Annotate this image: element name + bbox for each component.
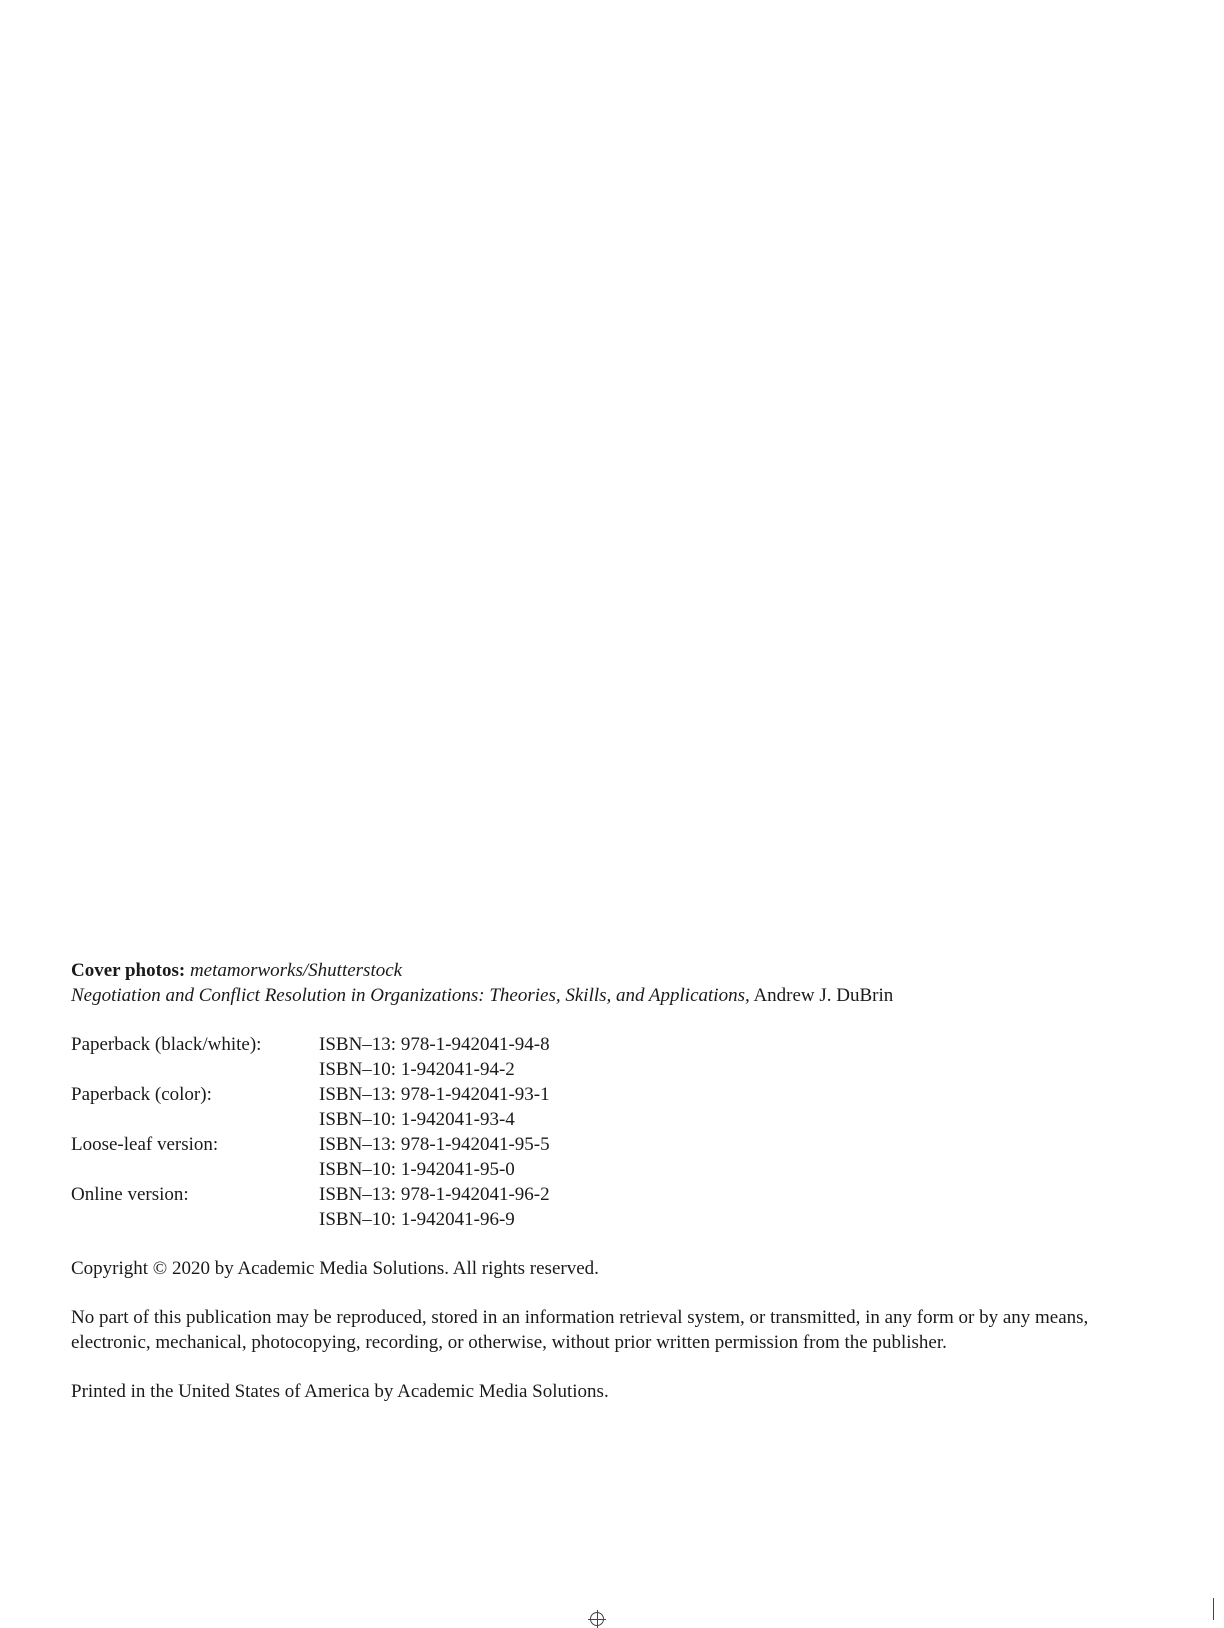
book-citation-line	[71, 983, 1131, 1008]
isbn13: ISBN–13: 978-1-942041-96-2	[319, 1184, 550, 1205]
isbn-row	[71, 1182, 550, 1207]
isbn-row	[71, 1132, 550, 1157]
cover-photos-label: Cover photos:	[71, 960, 186, 981]
book-author: Andrew J. DuBrin	[753, 985, 894, 1006]
isbn-row	[71, 1207, 550, 1232]
crop-mark-icon	[1213, 1598, 1214, 1620]
isbn13: ISBN–13: 978-1-942041-95-5	[319, 1134, 550, 1155]
isbn10: ISBN–10: 1-942041-93-4	[319, 1109, 515, 1130]
format-label: Paperback (color):	[71, 1084, 212, 1105]
format-label: Paperback (black/white):	[71, 1034, 262, 1055]
isbn-row	[71, 1032, 550, 1057]
isbn-row	[71, 1057, 550, 1082]
rights-statement: No part of this publication may be reproduced, stored in an information retrieval system, or transmitted, in any form or by any means, electronic, mechanical, photocopying, recording, or otherwise, without prior written permission from the publisher.	[71, 1307, 1089, 1353]
isbn10: ISBN–10: 1-942041-96-9	[319, 1209, 515, 1230]
format-label: Loose-leaf version:	[71, 1134, 219, 1155]
isbn13: ISBN–13: 978-1-942041-94-8	[319, 1034, 550, 1055]
copyright-notice: Copyright © 2020 by Academic Media Solutions. All rights reserved.	[71, 1258, 599, 1279]
format-label: Online version:	[71, 1184, 189, 1205]
copyright-page-block	[71, 958, 1131, 1404]
cover-photos-line	[71, 958, 1131, 983]
isbn-row	[71, 1107, 550, 1132]
isbn-table	[71, 1032, 550, 1232]
printed-statement: Printed in the United States of America by Academic Media Solutions.	[71, 1381, 609, 1402]
isbn10: ISBN–10: 1-942041-95-0	[319, 1159, 515, 1180]
isbn13: ISBN–13: 978-1-942041-93-1	[319, 1084, 550, 1105]
isbn-row	[71, 1082, 550, 1107]
isbn10: ISBN–10: 1-942041-94-2	[319, 1059, 515, 1080]
book-title: Negotiation and Conflict Resolution in Organizations: Theories, Skills, and Applications,	[71, 985, 750, 1006]
isbn-row	[71, 1157, 550, 1182]
cover-photos-credit: metamorworks/Shutterstock	[189, 960, 403, 981]
